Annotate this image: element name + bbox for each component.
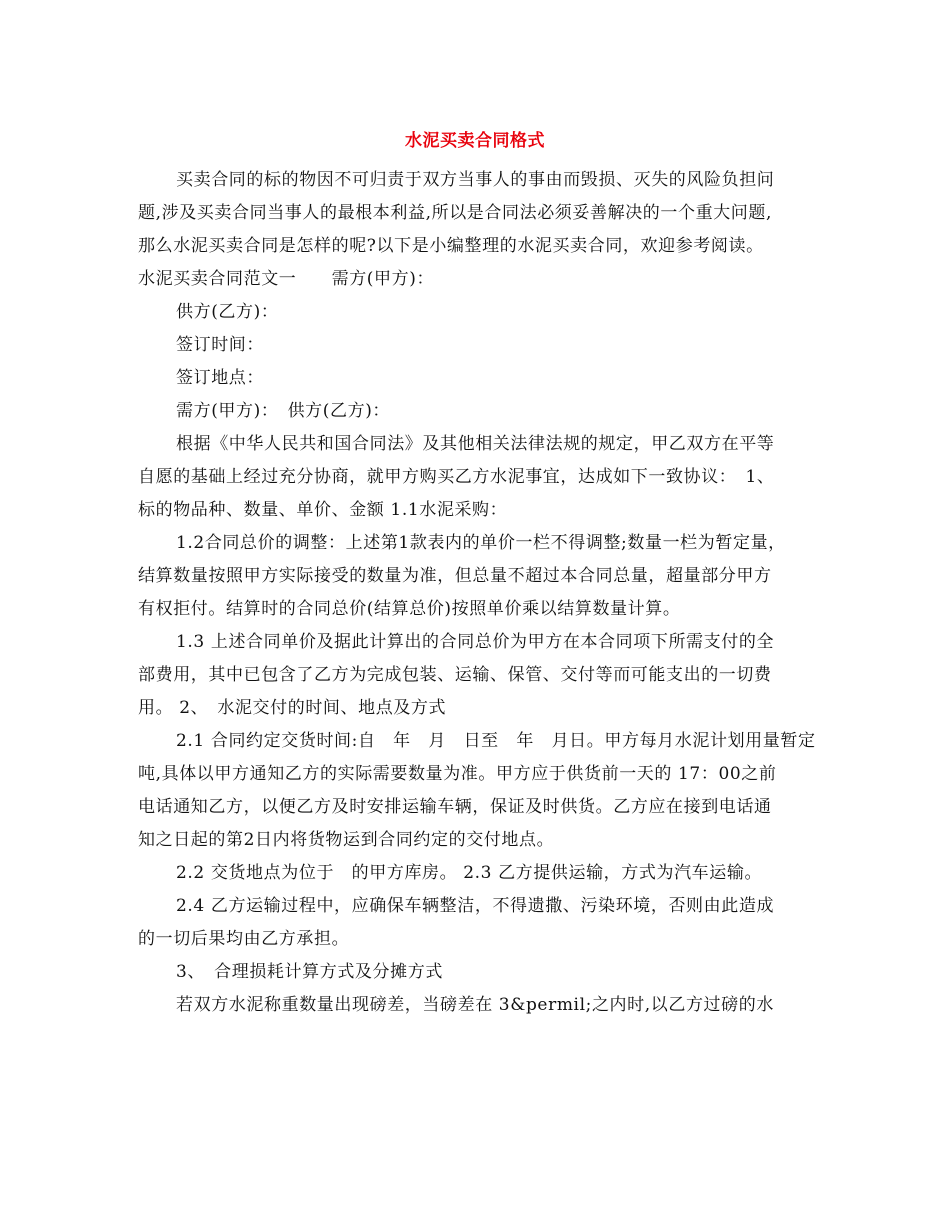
paragraph-line: 有权拒付。结算时的合同总价(结算总价)按照单价乘以结算数量计算。 [138,599,681,619]
paragraph-line: 签订时间： [176,335,264,355]
paragraph-line: 吨,具体以甲方通知乙方的实际需要数量为准。甲方应于供货前一天的 17：00之前 [138,764,777,784]
paragraph-line: 标的物品种、数量、单价、金额 1.1水泥采购： [138,500,508,520]
paragraph-line: 供方(乙方)： [176,302,279,322]
paragraph-line: 自愿的基础上经过充分协商，就甲方购买乙方水泥事宜，达成如下一致协议： 1、 [138,467,775,487]
paragraph-line: 题,涉及买卖合同当事人的最根本利益,所以是合同法必须妥善解决的一个重大问题, [138,203,773,223]
paragraph-line: 2.1 合同约定交货时间:自 年 月 日至 年 月日。甲方每月水泥计划用量暂定 [176,731,816,751]
paragraph-line: 需方(甲方)： 供方(乙方)： [176,401,391,421]
paragraph-line: 知之日起的第2日内将货物运到合同约定的交付地点。 [138,830,555,850]
paragraph-line: 部费用，其中已包含了乙方为完成包装、运输、保管、交付等而可能支出的一切费 [138,665,772,685]
paragraph-line: 电话通知乙方，以便乙方及时安排运输车辆，保证及时供货。乙方应在接到电话通 [138,797,772,817]
paragraph-line: 水泥买卖合同范文一 需方(甲方)： [138,269,435,289]
paragraph-line: 的一切后果均由乙方承担。 [138,929,350,949]
paragraph-line: 1.3 上述合同单价及据此计算出的合同总价为甲方在本合同项下所需支付的全 [176,632,775,652]
paragraph-line: 3、 合理损耗计算方式及分摊方式 [176,962,443,982]
paragraph-line: 2.2 交货地点为位于 的甲方库房。 2.3 乙方提供运输，方式为汽车运输。 [176,863,763,883]
document-title: 水泥买卖合同格式 [405,131,545,151]
paragraph-line: 2.4 乙方运输过程中，应确保车辆整洁，不得遗撒、污染环境，否则由此造成 [176,896,775,916]
paragraph-line: 1.2合同总价的调整：上述第1款表内的单价一栏不得调整;数量一栏为暂定量， [176,533,786,553]
paragraph-line: 若双方水泥称重数量出现磅差，当磅差在 3&permil;之内时,以乙方过磅的水 [176,995,774,1015]
paragraph-line: 那么水泥买卖合同是怎样的呢?以下是小编整理的水泥买卖合同，欢迎参考阅读。 [138,236,764,256]
paragraph-line: 根据《中华人民共和国合同法》及其他相关法律法规的规定，甲乙双方在平等 [176,434,775,454]
paragraph-line: 买卖合同的标的物因不可归责于双方当事人的事由而毁损、灭失的风险负担问 [176,170,775,190]
paragraph-line: 用。 2、 水泥交付的时间、地点及方式 [138,698,447,718]
paragraph-line: 签订地点： [176,368,264,388]
paragraph-line: 结算数量按照甲方实际接受的数量为准，但总量不超过本合同总量，超量部分甲方 [138,566,772,586]
